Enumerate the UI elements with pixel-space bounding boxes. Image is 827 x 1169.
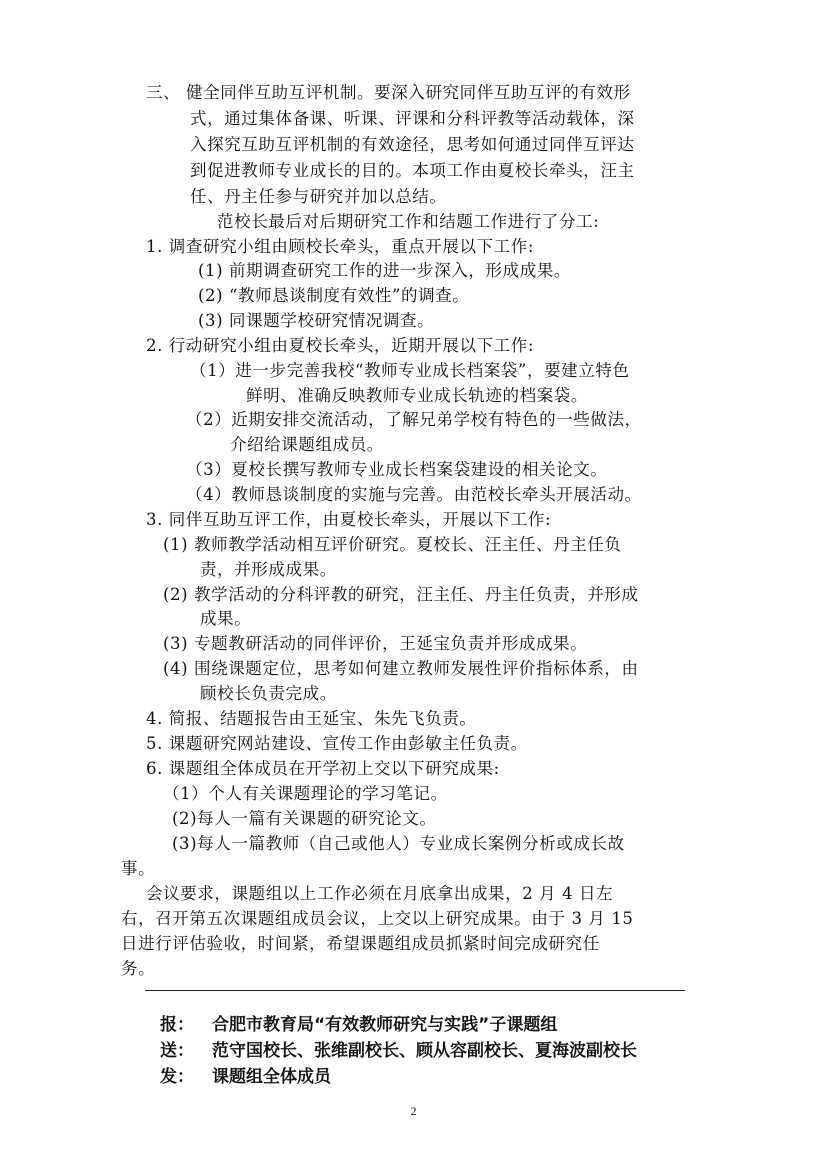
body-line: （1）进一步完善我校“教师专业成长档案袋”，要建立特色 xyxy=(190,361,630,380)
divider-line xyxy=(145,990,685,991)
body-line: (4) 围绕课题定位，思考如何建立教师发展性评价指标体系，由 xyxy=(163,659,639,678)
body-line: 5. 课题研究网站建设、宣传工作由彭敏主任负责。 xyxy=(146,734,528,753)
body-line: 到促进教师专业成长的目的。本项工作由夏校长牵头，汪主 xyxy=(190,161,635,180)
body-line: 右，召开第五次课题组成员会议，上交以上研究成果。由于 3 月 15 xyxy=(121,909,634,928)
body-line: (3)每人一篇教师（自己或他人）专业成长案例分析或成长故 xyxy=(172,834,625,853)
body-line: （4）教师恳谈制度的实施与完善。由范校长牵头开展活动。 xyxy=(186,485,642,504)
distribution-label: 报： xyxy=(160,1015,194,1035)
body-line: 4. 简报、结题报告由王延宝、朱先飞负责。 xyxy=(146,709,477,728)
body-line: （3）夏校长撰写教师专业成长档案袋建设的相关论文。 xyxy=(186,460,608,479)
body-line: 范校长最后对后期研究工作和结题工作进行了分工: xyxy=(217,212,600,231)
body-line: (2)每人一篇有关课题的研究论文。 xyxy=(172,809,437,828)
body-line: 日进行评估验收，时间紧，希望课题组成员抓紧时间完成研究任 xyxy=(121,934,600,953)
body-line: 介绍给课题组成员。 xyxy=(230,435,384,454)
body-line: 成果。 xyxy=(200,609,252,628)
body-line: 责，并形成成果。 xyxy=(200,560,337,579)
body-line: （1）个人有关课题理论的学习笔记。 xyxy=(163,784,448,803)
body-line: 顾校长负责完成。 xyxy=(200,684,337,703)
body-line: 务。 xyxy=(121,959,156,978)
body-line: (3) 专题教研活动的同伴评价，王延宝负责并形成成果。 xyxy=(163,634,588,653)
distribution-value: 合肥市教育局“有效教师研究与实践”子课题组 xyxy=(212,1015,558,1035)
distribution-send-line xyxy=(160,1038,637,1064)
distribution-label: 发： xyxy=(160,1067,194,1087)
distribution-label: 送： xyxy=(160,1041,194,1061)
body-line: (2) “教师恳谈制度有效性”的调查。 xyxy=(198,286,470,305)
body-line: (1) 前期调查研究工作的进一步深入，形成成果。 xyxy=(198,261,572,280)
body-line: (3) 同课题学校研究情况调查。 xyxy=(198,311,435,330)
body-line: 3. 同伴互助互评工作，由夏校长牵头，开展以下工作: xyxy=(146,510,552,529)
body-line: 6. 课题组全体成员在开学初上交以下研究成果: xyxy=(146,759,500,778)
body-line: 入探究互助互评机制的有效途径，思考如何通过同伴互评达 xyxy=(190,135,635,154)
page-number: 2 xyxy=(410,1104,417,1118)
body-line: (2) 教学活动的分科评教的研究，汪主任、丹主任负责，并形成 xyxy=(163,585,639,604)
distribution-value: 课题组全体成员 xyxy=(212,1067,331,1087)
body-line: 式，通过集体备课、听课、评课和分科评教等活动载体，深 xyxy=(190,109,635,128)
body-line: （2）近期安排交流活动，了解兄弟学校有特色的一些做法， xyxy=(186,410,642,429)
body-line: 2. 行动研究小组由夏校长牵头，近期开展以下工作: xyxy=(146,336,535,355)
distribution-report-line xyxy=(160,1012,557,1038)
body-line: 事。 xyxy=(121,859,156,878)
body-line: 三、 健全同伴互助互评机制。要深入研究同伴互助互评的有效形 xyxy=(146,83,631,102)
body-line: 鲜明、准确反映教师专业成长轨迹的档案袋。 xyxy=(246,386,588,405)
distribution-value: 范守国校长、张维副校长、顾从容副校长、夏海波副校长 xyxy=(212,1041,637,1061)
body-line: 任、丹主任参与研究并加以总结。 xyxy=(190,187,447,206)
body-line: 会议要求，课题组以上工作必须在月底拿出成果，2 月 4 日左 xyxy=(146,884,614,903)
body-line: (1) 教师教学活动相互评价研究。夏校长、汪主任、丹主任负 xyxy=(163,535,622,554)
distribution-issue-line xyxy=(160,1064,331,1090)
body-line: 1. 调查研究小组由顾校长牵头，重点开展以下工作: xyxy=(146,237,535,256)
